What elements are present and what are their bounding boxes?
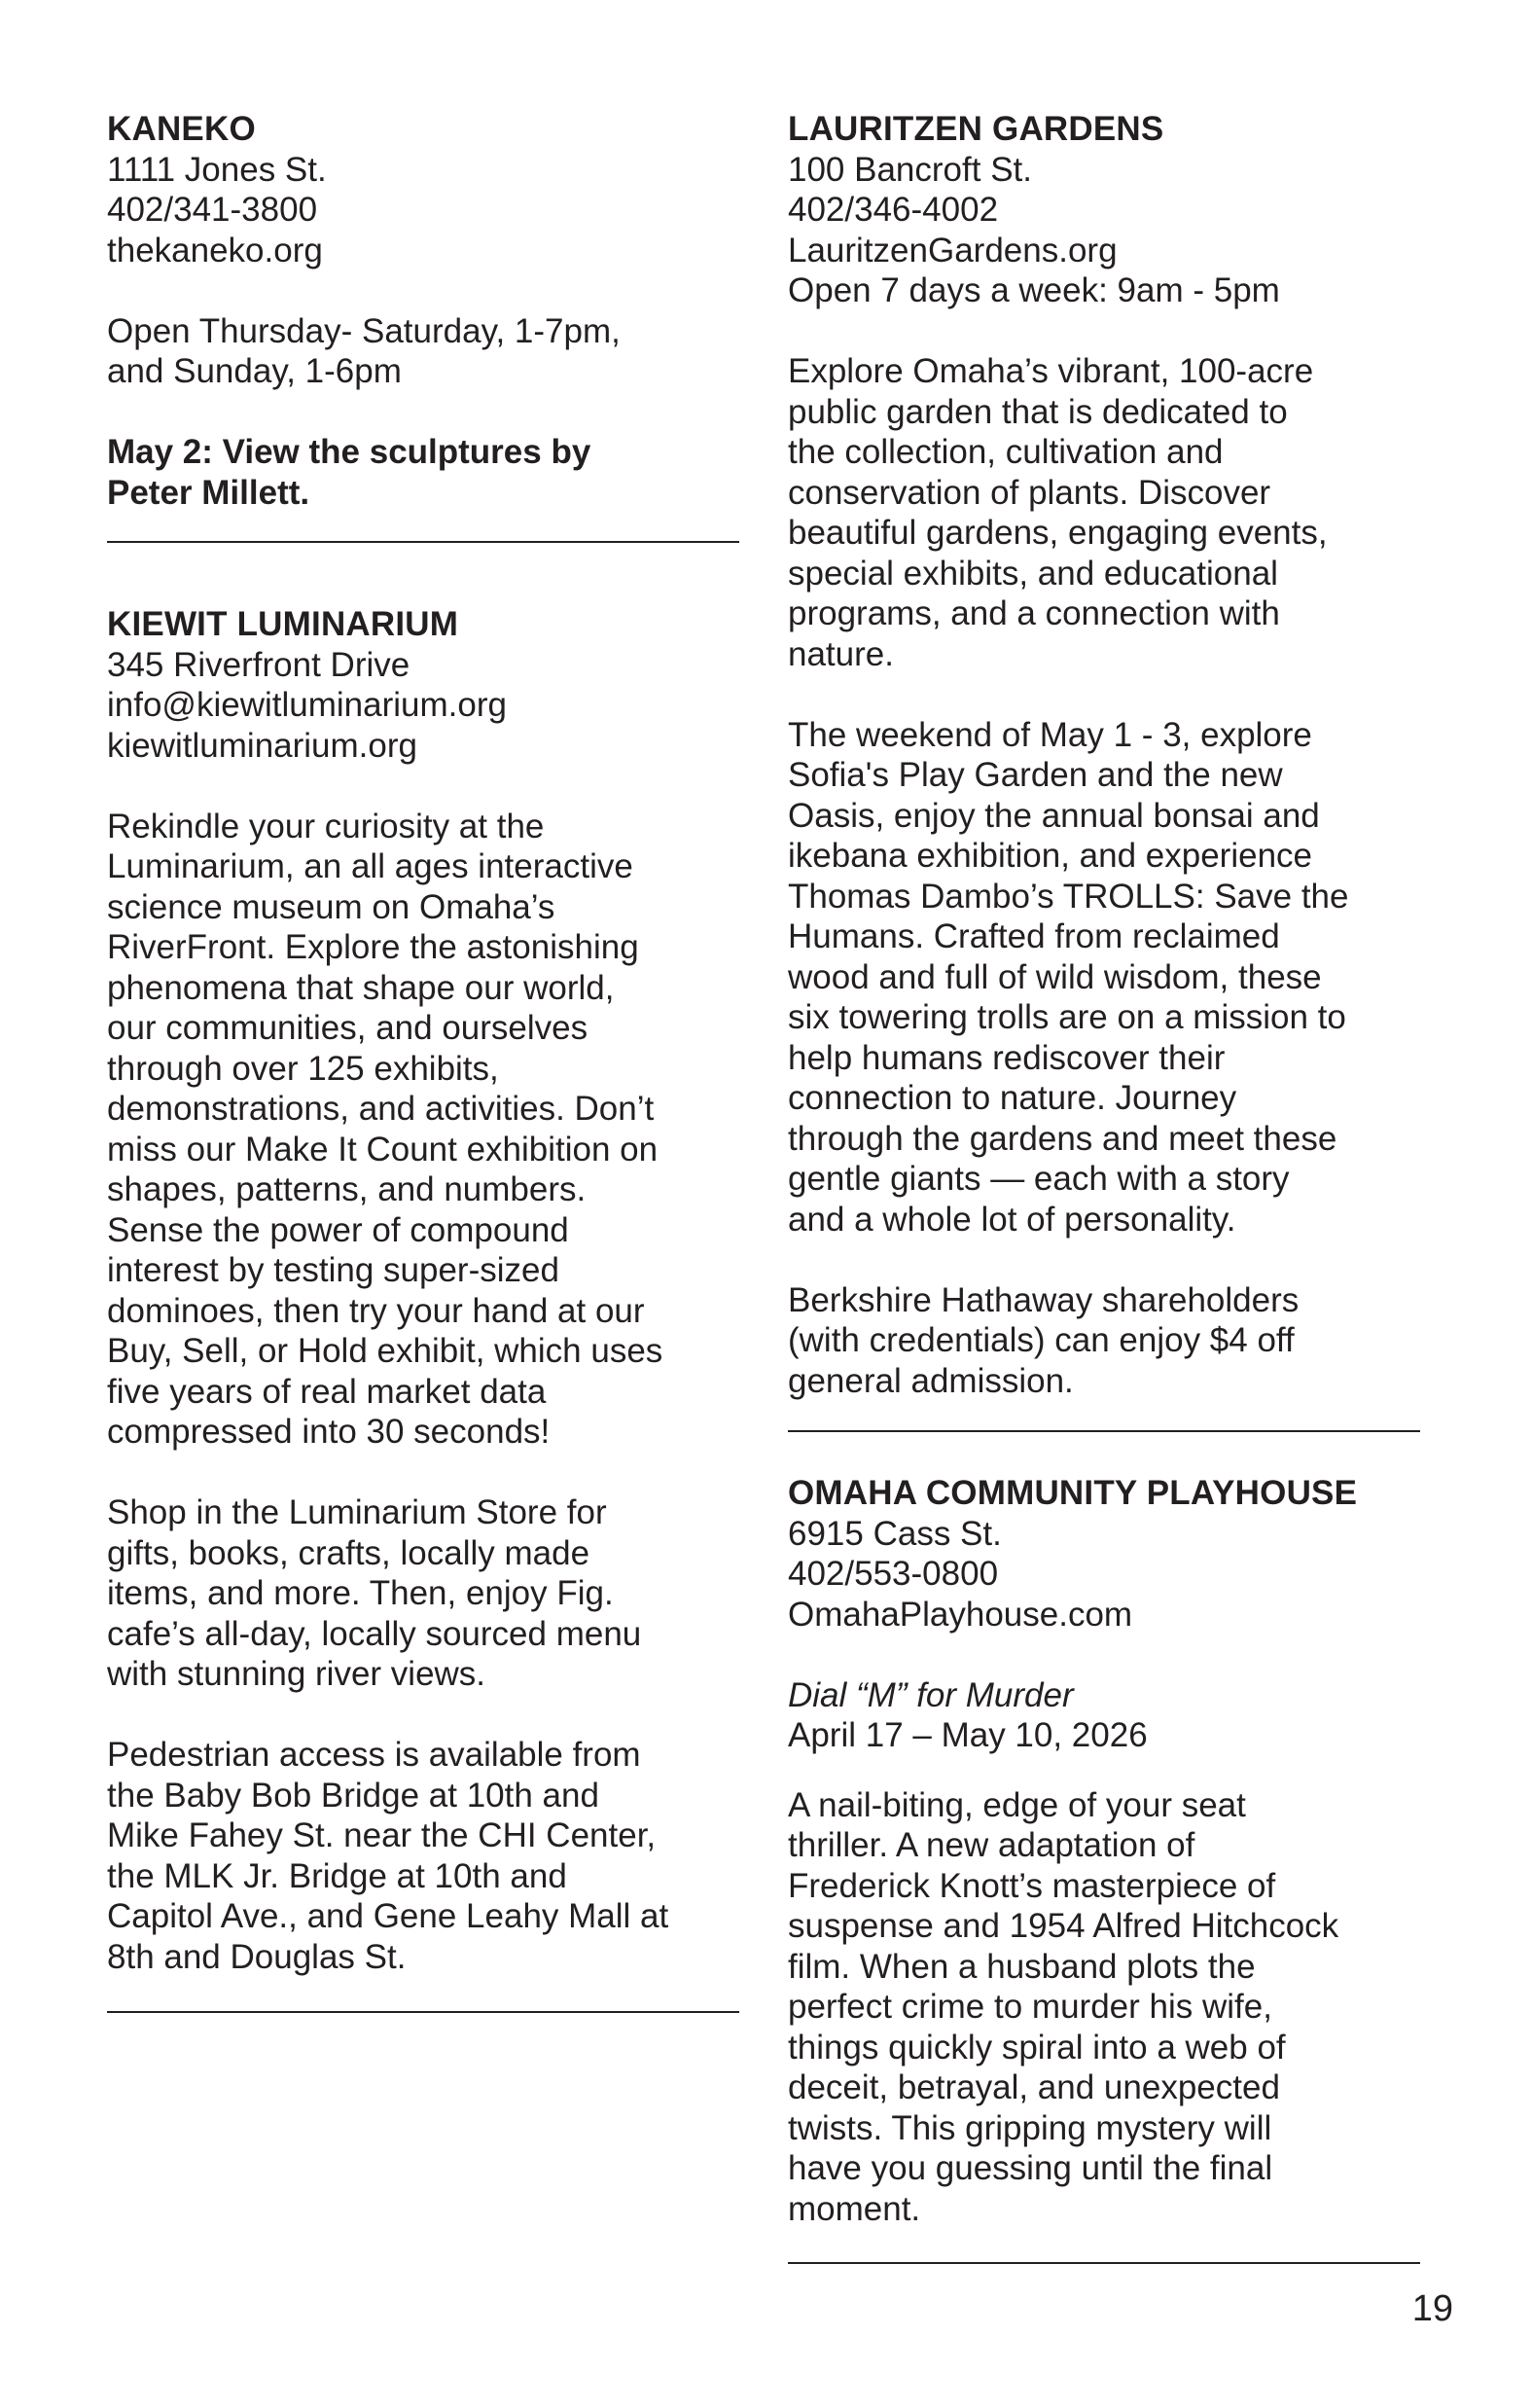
venue-website: OmahaPlayhouse.com [788, 1595, 1133, 1634]
text-line: film. When a husband plots the [788, 1947, 1256, 1986]
venue-hours: Open 7 days a week: 9am - 5pm [788, 271, 1280, 309]
section-divider [107, 2011, 739, 2013]
text-line: RiverFront. Explore the astonishing [107, 928, 639, 966]
text-line: help humans rediscover their [788, 1038, 1226, 1077]
text-line: items, and more. Then, enjoy Fig. [107, 1574, 614, 1612]
venue-address: 345 Riverfront Drive [107, 645, 410, 684]
text-line: special exhibits, and educational [788, 554, 1278, 593]
text-line: compressed into 30 seconds! [107, 1413, 551, 1451]
show-title: Dial “M” for Murder [788, 1675, 1074, 1714]
venue-address: 1111 Jones St. [107, 150, 327, 189]
text-line: Shop in the Luminarium Store for [107, 1493, 607, 1531]
text-line: through the gardens and meet these [788, 1119, 1337, 1158]
text-line: programs, and a connection with [788, 594, 1280, 632]
right-column [788, 109, 1430, 2264]
section-divider [788, 2262, 1420, 2264]
listing-lauritzen-gardens [788, 109, 1430, 1401]
venue-phone: 402/346-4002 [788, 191, 999, 229]
left-column [107, 109, 744, 2013]
venue-title: KANEKO [107, 110, 256, 148]
text-line: Berkshire Hathaway shareholders [788, 1280, 1300, 1319]
text-line: Pedestrian access is available from [107, 1736, 641, 1774]
text-line: our communities, and ourselves [107, 1009, 588, 1047]
event-line: Peter Millett. [107, 473, 310, 512]
text-line: deceit, betrayal, and unexpected [788, 2068, 1280, 2106]
text-line: phenomena that shape our world, [107, 968, 615, 1007]
listing-kaneko [107, 109, 744, 513]
venue-hours-line: and Sunday, 1-6pm [107, 352, 402, 390]
text-line: general admission. [788, 1361, 1074, 1400]
text-line: cafe’s all-day, locally sourced menu [107, 1614, 642, 1653]
text-line: The weekend of May 1 - 3, explore [788, 715, 1312, 754]
page-number: 19 [1411, 2288, 1453, 2329]
text-line: shapes, patterns, and numbers. [107, 1170, 587, 1208]
text-line: thriller. A new adaptation of [788, 1826, 1195, 1864]
text-line: demonstrations, and activities. Don’t [107, 1090, 655, 1128]
text-line: gifts, books, crafts, locally made [107, 1533, 590, 1572]
text-line: ikebana exhibition, and experience [788, 837, 1312, 875]
text-line: Thomas Dambo’s TROLLS: Save the [788, 877, 1349, 916]
text-line: Rekindle your curiosity at the [107, 807, 545, 845]
venue-website: thekaneko.org [107, 231, 323, 270]
text-line: with stunning river views. [107, 1655, 486, 1693]
text-line: Luminarium, an all ages interactive [107, 847, 633, 885]
text-line: Humans. Crafted from reclaimed [788, 917, 1280, 955]
text-line: things quickly spiral into a web of [788, 2028, 1286, 2067]
text-line: six towering trolls are on a mission to [788, 998, 1346, 1036]
description-paragraph [788, 1785, 1430, 2230]
text-line: interest by testing super-sized [107, 1251, 559, 1289]
text-line: perfect crime to murder his wife, [788, 1988, 1272, 2026]
text-line: moment. [788, 2189, 921, 2228]
text-line: the collection, cultivation and [788, 433, 1224, 471]
event-line: May 2: View the sculptures by [107, 433, 591, 471]
text-line: nature. [788, 634, 894, 673]
text-line: twists. This gripping mystery will [788, 2108, 1272, 2147]
text-line: (with credentials) can enjoy $4 off [788, 1321, 1295, 1359]
text-line: beautiful gardens, engaging events, [788, 514, 1328, 552]
venue-phone: 402/553-0800 [788, 1555, 999, 1593]
listing-omaha-community-playhouse [788, 1473, 1430, 2229]
show-dates: April 17 – May 10, 2026 [788, 1716, 1148, 1754]
venue-title: OMAHA COMMUNITY PLAYHOUSE [788, 1474, 1358, 1512]
text-line: Capitol Ave., and Gene Leahy Mall at [107, 1897, 669, 1935]
text-line: wood and full of wild wisdom, these [788, 957, 1322, 996]
text-line: Sense the power of compound [107, 1210, 569, 1249]
venue-email: info@kiewitluminarium.org [107, 686, 507, 724]
text-line: Explore Omaha’s vibrant, 100-acre [788, 352, 1314, 390]
text-line: public garden that is dedicated to [788, 392, 1288, 431]
venue-address: 100 Bancroft St. [788, 150, 1032, 189]
description-paragraph [107, 807, 744, 1453]
text-line: have you guessing until the final [788, 2149, 1273, 2187]
text-line: and a whole lot of personality. [788, 1200, 1236, 1239]
text-line: through over 125 exhibits, [107, 1049, 499, 1088]
text-line: suspense and 1954 Alfred Hitchcock [788, 1907, 1339, 1945]
venue-phone: 402/341-3800 [107, 191, 318, 229]
text-line: connection to nature. Journey [788, 1079, 1237, 1117]
venue-title: KIEWIT LUMINARIUM [107, 605, 459, 643]
description-paragraph [107, 1492, 744, 1695]
description-paragraph [107, 1735, 744, 1977]
text-line: five years of real market data [107, 1372, 547, 1411]
venue-title: LAURITZEN GARDENS [788, 110, 1164, 148]
text-line: gentle giants — each with a story [788, 1160, 1290, 1198]
text-line: Frederick Knott’s masterpiece of [788, 1866, 1276, 1905]
text-line: 8th and Douglas St. [107, 1937, 407, 1976]
text-line: Sofia's Play Garden and the new [788, 756, 1283, 794]
listing-kiewit-luminarium [107, 604, 744, 1977]
text-line: the MLK Jr. Bridge at 10th and [107, 1856, 567, 1895]
venue-address: 6915 Cass St. [788, 1514, 1002, 1553]
text-line: science museum on Omaha’s [107, 887, 555, 926]
venue-website: kiewitluminarium.org [107, 726, 417, 765]
description-paragraph [788, 715, 1430, 1240]
text-line: A nail-biting, edge of your seat [788, 1785, 1246, 1824]
venue-hours-line: Open Thursday- Saturday, 1-7pm, [107, 311, 621, 350]
text-line: Buy, Sell, or Hold exhibit, which uses [107, 1332, 663, 1370]
text-line: the Baby Bob Bridge at 10th and [107, 1776, 599, 1815]
text-line: miss our Make It Count exhibition on [107, 1130, 659, 1168]
text-line: conservation of plants. Discover [788, 473, 1271, 512]
venue-website: LauritzenGardens.org [788, 231, 1118, 270]
text-line: dominoes, then try your hand at our [107, 1291, 645, 1330]
description-paragraph [788, 1280, 1430, 1402]
text-line: Oasis, enjoy the annual bonsai and [788, 796, 1320, 835]
description-paragraph [788, 351, 1430, 674]
text-line: Mike Fahey St. near the CHI Center, [107, 1816, 657, 1854]
